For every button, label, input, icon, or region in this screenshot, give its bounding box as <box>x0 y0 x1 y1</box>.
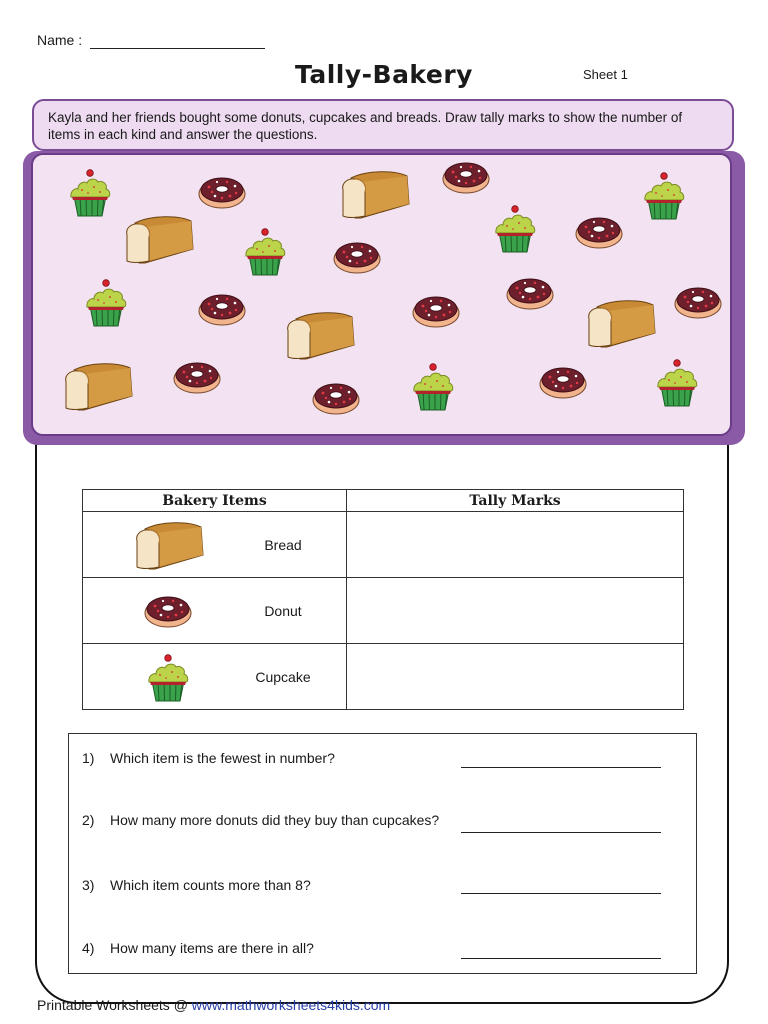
donut-icon <box>332 239 382 275</box>
page-title: Tally-Bakery <box>295 60 473 89</box>
donut-icon <box>197 174 247 210</box>
answer-line-2[interactable] <box>461 832 661 833</box>
table-row <box>83 512 684 578</box>
item-cell-donut <box>83 578 347 644</box>
donut-icon <box>505 275 555 311</box>
question-2 <box>82 812 682 832</box>
item-label: Bread <box>264 536 302 553</box>
cupcake-icon <box>655 356 699 408</box>
question-text: Which item counts more than 8? <box>110 877 311 893</box>
question-3 <box>82 877 682 897</box>
cupcake-icon <box>146 651 190 703</box>
tally-table <box>82 489 684 710</box>
column-header-tally-marks: Tally Marks <box>347 490 684 512</box>
column-header-bakery-items: Bakery Items <box>83 490 347 512</box>
cupcake-icon <box>84 276 128 328</box>
question-text: How many more donuts did they buy than cupcakes? <box>110 812 440 828</box>
answer-line-1[interactable] <box>461 767 661 768</box>
item-label: Cupcake <box>255 668 311 685</box>
footer-link[interactable]: www.mathworksheets4kids.com <box>191 997 391 1013</box>
name-answer-line[interactable] <box>90 48 265 49</box>
question-number: 3) <box>82 877 95 893</box>
question-number: 4) <box>82 940 95 956</box>
footer-text: Printable Worksheets @ <box>37 997 192 1013</box>
cupcake-icon <box>493 202 537 254</box>
donut-icon <box>538 364 588 400</box>
donut-icon <box>411 293 461 329</box>
donut-icon <box>197 291 247 327</box>
donut-icon <box>311 380 361 416</box>
bread-icon <box>131 519 207 571</box>
question-text: How many items are there in all? <box>110 940 314 956</box>
bread-icon <box>337 168 413 220</box>
table-row <box>83 578 684 644</box>
question-number: 2) <box>82 812 95 828</box>
donut-icon <box>143 593 193 629</box>
donut-icon <box>441 159 491 195</box>
table-row <box>83 644 684 710</box>
donut-icon <box>673 284 723 320</box>
question-4 <box>82 940 682 960</box>
name-label: Name : <box>37 32 83 48</box>
item-cell-cupcake <box>83 644 347 710</box>
item-label: Donut <box>264 602 302 619</box>
tally-cell-donut[interactable] <box>347 578 684 644</box>
bread-icon <box>583 297 659 349</box>
cupcake-icon <box>68 166 112 218</box>
picture-area <box>31 153 732 436</box>
instructions <box>32 99 734 151</box>
footer <box>37 997 390 1013</box>
table-header-row <box>83 490 684 512</box>
bread-icon <box>121 213 197 265</box>
bread-icon <box>60 360 136 412</box>
instructions-text: Kayla and her friends bought some donuts, cupcakes and breads. Draw tally marks to show the number of items in each kind and answer the questions. <box>48 110 683 142</box>
tally-cell-cupcake[interactable] <box>347 644 684 710</box>
donut-icon <box>574 214 624 250</box>
tally-cell-bread[interactable] <box>347 512 684 578</box>
answer-line-4[interactable] <box>461 958 661 959</box>
question-text: Which item is the fewest in number? <box>110 750 335 766</box>
question-number: 1) <box>82 750 95 766</box>
donut-icon <box>172 359 222 395</box>
cupcake-icon <box>243 225 287 277</box>
bread-icon <box>282 309 358 361</box>
cupcake-icon <box>411 360 455 412</box>
answer-line-3[interactable] <box>461 893 661 894</box>
cupcake-icon <box>642 169 686 221</box>
item-cell-bread <box>83 512 347 578</box>
sheet-number: Sheet 1 <box>583 67 628 82</box>
